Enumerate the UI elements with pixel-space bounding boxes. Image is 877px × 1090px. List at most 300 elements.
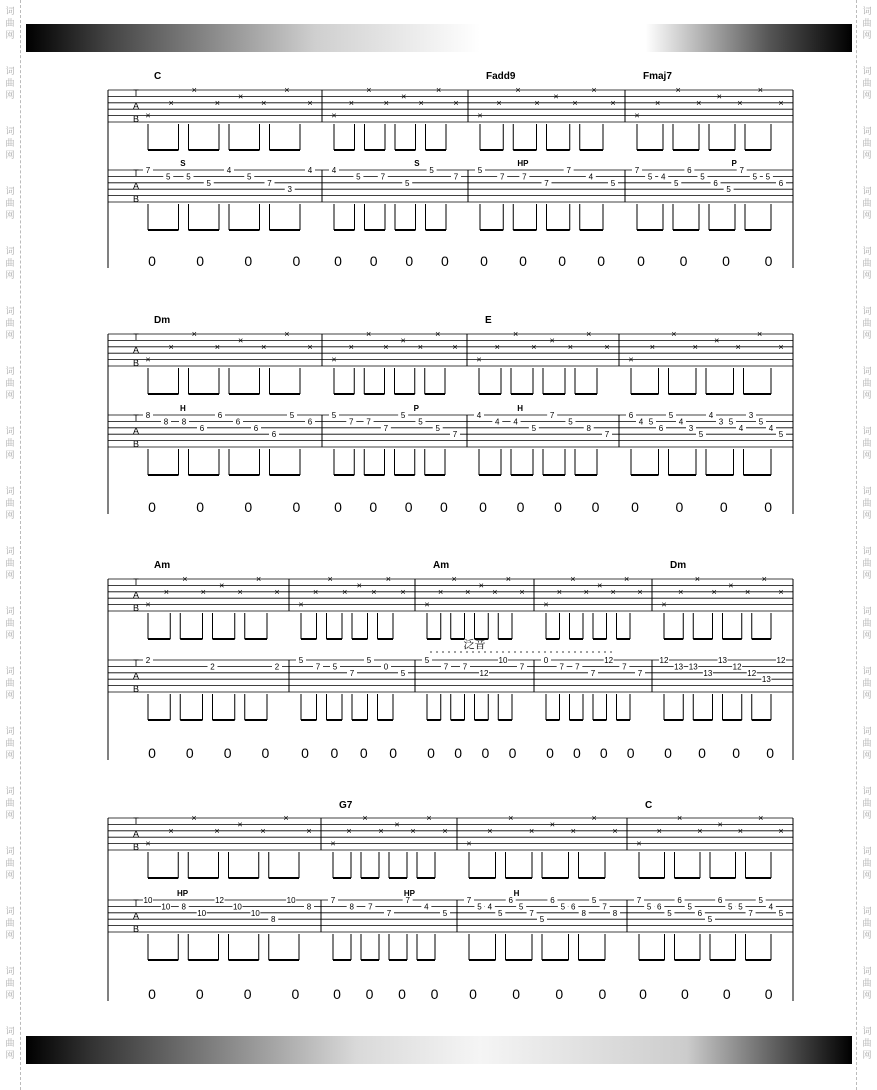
x-note: × xyxy=(437,586,444,597)
fret-number: 5 xyxy=(539,915,545,925)
x-note: × xyxy=(549,335,555,346)
x-note: × xyxy=(487,825,493,836)
fret-number: 12 xyxy=(479,668,489,678)
count-digit: 0 xyxy=(196,499,205,515)
count-digit: 0 xyxy=(719,499,728,515)
x-note: × xyxy=(711,586,717,597)
count-digit: 0 xyxy=(195,986,204,1002)
x-note: × xyxy=(661,599,667,610)
x-note: × xyxy=(426,813,432,823)
count-digit: 0 xyxy=(597,253,606,269)
fret-number: 8 xyxy=(270,915,276,925)
x-note: × xyxy=(214,825,220,836)
x-note: × xyxy=(610,586,616,597)
fret-number: 4 xyxy=(331,166,337,175)
fret-number: 12 xyxy=(604,656,614,665)
fret-number: 6 xyxy=(235,417,241,427)
count-digit: 0 xyxy=(675,499,684,515)
x-note: × xyxy=(505,574,512,584)
fret-number: 6 xyxy=(628,411,634,420)
x-note: × xyxy=(330,838,336,849)
x-note: × xyxy=(394,819,400,830)
x-note: × xyxy=(383,341,389,352)
fret-number: 4 xyxy=(495,417,500,427)
x-note: × xyxy=(694,574,701,584)
count-digit: 0 xyxy=(334,499,342,515)
x-note: × xyxy=(237,819,243,830)
watermark-text: 词 曲 网 xyxy=(862,967,872,1001)
chord-name: Dm xyxy=(670,560,687,571)
x-note: × xyxy=(612,825,618,836)
fret-number: 4 xyxy=(513,417,518,427)
technique-mark: P xyxy=(413,404,419,413)
fret-number: 5 xyxy=(289,411,295,420)
x-note: × xyxy=(744,586,751,597)
x-note: × xyxy=(145,599,151,610)
fret-number: 10 xyxy=(232,902,242,912)
x-note: × xyxy=(675,85,681,95)
tab-clef-t: T xyxy=(133,332,139,342)
count-digit: 0 xyxy=(427,745,435,761)
x-note: × xyxy=(570,825,576,836)
x-note: × xyxy=(163,586,170,597)
x-note: × xyxy=(756,329,763,339)
fret-number: 2 xyxy=(210,662,215,672)
fret-number: 4 xyxy=(487,902,493,912)
fret-number: 7 xyxy=(522,172,527,182)
x-note: × xyxy=(761,574,767,584)
fret-number: 8 xyxy=(586,423,591,433)
fret-number: 5 xyxy=(707,915,713,925)
fret-number: 12 xyxy=(747,668,757,678)
x-note: × xyxy=(255,574,262,584)
fret-number: 7 xyxy=(383,423,389,433)
count-digit: 0 xyxy=(679,253,688,269)
fret-number: 8 xyxy=(181,902,187,912)
x-note: × xyxy=(453,97,459,108)
fret-number: 7 xyxy=(349,417,354,427)
x-note: × xyxy=(512,329,519,339)
fret-number: 7 xyxy=(622,662,627,672)
x-note: × xyxy=(758,813,764,823)
fret-number: 5 xyxy=(674,178,679,188)
count-digit: 0 xyxy=(369,253,378,269)
x-note: × xyxy=(671,329,677,339)
tab-clef-t: T xyxy=(133,88,139,98)
fret-number: 6 xyxy=(717,896,723,905)
fret-number: 12 xyxy=(659,656,669,665)
watermark-text: 词 曲 网 xyxy=(5,67,15,101)
count-digit: 0 xyxy=(405,253,414,269)
count-digit: 0 xyxy=(196,253,205,269)
watermark-text: 词 曲 网 xyxy=(5,7,15,41)
watermark-text: 词 曲 网 xyxy=(862,727,872,761)
x-note: × xyxy=(656,825,662,836)
fret-number: 5 xyxy=(752,172,758,182)
x-note: × xyxy=(628,354,634,365)
x-note: × xyxy=(442,825,448,836)
x-note: × xyxy=(714,335,720,346)
count-digit: 0 xyxy=(148,986,156,1002)
fret-number: 4 xyxy=(678,417,684,427)
fret-number: 4 xyxy=(768,423,774,433)
x-note: × xyxy=(634,110,640,121)
watermark-text: 词 曲 网 xyxy=(862,67,872,101)
count-digit: 0 xyxy=(333,986,341,1002)
count-digit: 0 xyxy=(481,745,490,761)
count-digit: 0 xyxy=(440,499,448,515)
tab-clef-a: A xyxy=(132,590,140,600)
x-note: × xyxy=(219,580,225,591)
x-note: × xyxy=(331,110,337,121)
watermark-text: 词 曲 网 xyxy=(862,787,872,821)
x-note: × xyxy=(567,341,574,352)
tab-clef-t: T xyxy=(133,816,139,826)
x-note: × xyxy=(591,813,597,823)
fret-number: 10 xyxy=(143,896,153,905)
fret-number: 3 xyxy=(748,411,754,420)
fret-number: 12 xyxy=(215,896,225,905)
fret-number: 4 xyxy=(476,411,482,420)
fret-number: 7 xyxy=(575,662,580,672)
count-digit: 0 xyxy=(330,745,339,761)
watermark-text: 词 曲 网 xyxy=(5,907,15,941)
fret-number: 6 xyxy=(271,430,277,440)
tab-clef-b: B xyxy=(132,194,140,204)
watermark-text: 词 曲 网 xyxy=(5,187,15,221)
tab-clef-a: A xyxy=(132,426,140,436)
x-note: × xyxy=(534,97,540,108)
x-note: × xyxy=(570,574,576,584)
fret-number: 0 xyxy=(543,656,549,665)
technique-mark: HP xyxy=(403,889,415,898)
count-digit: 0 xyxy=(631,499,639,515)
count-digit: 0 xyxy=(398,986,406,1002)
fret-number: 6 xyxy=(253,423,259,433)
fret-number: 5 xyxy=(356,172,361,182)
chord-name: Fadd9 xyxy=(486,71,516,82)
fret-number: 5 xyxy=(477,902,482,912)
technique-mark: S xyxy=(180,159,186,168)
count-digit: 0 xyxy=(243,986,252,1002)
tab-clef-a: A xyxy=(132,181,140,191)
tab-clef-a: A xyxy=(132,671,140,681)
fret-number: 12 xyxy=(776,656,786,665)
watermark-text: 词 曲 网 xyxy=(5,487,15,521)
watermark-text: 词 曲 网 xyxy=(5,1027,15,1061)
fret-number: 12 xyxy=(732,662,742,672)
technique-mark: HP xyxy=(176,889,189,898)
fret-number: 6 xyxy=(307,417,313,427)
fret-number: 7 xyxy=(748,908,753,918)
fret-number: 4 xyxy=(768,902,774,912)
fret-number: 5 xyxy=(518,902,524,912)
chord-name: Dm xyxy=(154,315,171,326)
fret-number: 5 xyxy=(435,423,440,433)
count-digit: 0 xyxy=(558,253,567,269)
tab-clef-b: B xyxy=(132,358,140,368)
count-digit: 0 xyxy=(185,745,194,761)
x-note: × xyxy=(452,341,458,352)
technique-mark: P xyxy=(731,159,737,168)
x-note: × xyxy=(654,97,661,108)
fret-number: 6 xyxy=(677,896,682,905)
watermark-text: 词 曲 网 xyxy=(862,427,872,461)
fret-number: 13 xyxy=(761,675,771,685)
watermark-text: 词 曲 网 xyxy=(862,667,872,701)
x-note: × xyxy=(496,97,502,108)
x-note: × xyxy=(348,341,354,352)
fret-number: 7 xyxy=(330,896,336,905)
count-digit: 0 xyxy=(480,253,488,269)
watermark-text: 词 曲 网 xyxy=(5,667,15,701)
x-note: × xyxy=(676,813,683,823)
x-note: × xyxy=(451,574,457,584)
fret-number: 6 xyxy=(778,178,784,188)
fret-number: 6 xyxy=(657,902,662,912)
x-note: × xyxy=(237,335,244,346)
count-digit: 0 xyxy=(292,253,301,269)
watermark-text: 词 曲 网 xyxy=(862,367,872,401)
x-note: × xyxy=(400,335,406,346)
fret-number: 10 xyxy=(286,896,296,905)
fret-number: 5 xyxy=(778,430,784,440)
count-digit: 0 xyxy=(764,253,773,269)
count-digit: 0 xyxy=(512,986,521,1002)
fret-number: 7 xyxy=(380,172,386,182)
count-digit: 0 xyxy=(223,745,232,761)
fret-number: 6 xyxy=(687,166,692,175)
count-digit: 0 xyxy=(598,986,607,1002)
watermark-text: 词 曲 网 xyxy=(862,607,872,641)
fret-number: 6 xyxy=(697,908,703,918)
x-note: × xyxy=(356,580,362,591)
fret-number: 6 xyxy=(508,896,513,905)
x-note: × xyxy=(737,825,744,836)
count-digit: 0 xyxy=(440,253,449,269)
watermark-text: 词 曲 网 xyxy=(5,967,15,1001)
technique-mark: H xyxy=(180,404,186,413)
fret-number: 2 xyxy=(145,656,151,665)
fret-number: 5 xyxy=(332,662,338,672)
x-note: × xyxy=(697,825,703,836)
watermark-text: 词 曲 网 xyxy=(862,247,872,281)
fret-number: 5 xyxy=(247,172,252,182)
x-note: × xyxy=(417,341,424,352)
fret-number: 5 xyxy=(728,417,734,427)
x-note: × xyxy=(168,341,174,352)
count-digit: 0 xyxy=(599,745,608,761)
fret-number: 7 xyxy=(529,908,534,918)
x-note: × xyxy=(331,354,337,365)
fret-number: 7 xyxy=(405,896,410,905)
count-digit: 0 xyxy=(572,745,581,761)
fret-number: 7 xyxy=(453,172,459,182)
x-note: × xyxy=(696,97,702,108)
fret-number: 7 xyxy=(462,662,468,672)
chord-name: Am xyxy=(433,560,450,571)
count-digit: 0 xyxy=(639,986,647,1002)
technique-mark: H xyxy=(517,404,524,413)
fret-number: 5 xyxy=(531,423,537,433)
watermark-text: 词 曲 网 xyxy=(5,787,15,821)
count-digit: 0 xyxy=(244,253,253,269)
x-note: × xyxy=(637,586,643,597)
fret-number: 5 xyxy=(366,656,372,665)
x-note: × xyxy=(477,110,483,121)
count-digit: 0 xyxy=(148,253,156,269)
fret-number: 5 xyxy=(728,902,733,912)
watermark-text: 词 曲 网 xyxy=(862,127,872,161)
x-note: × xyxy=(778,97,784,108)
watermark-text: 词 曲 网 xyxy=(862,1027,872,1061)
count-digit: 0 xyxy=(732,745,741,761)
count-digit: 0 xyxy=(479,499,487,515)
fret-number: 6 xyxy=(571,902,576,912)
fret-number: 2 xyxy=(274,662,280,672)
fret-number: 10 xyxy=(250,908,260,918)
tab-clef-b: B xyxy=(132,114,140,124)
x-note: × xyxy=(306,825,312,836)
watermark-text: 词 曲 网 xyxy=(5,367,15,401)
chord-name: Am xyxy=(154,560,171,571)
x-note: × xyxy=(424,599,430,610)
x-note: × xyxy=(757,85,764,95)
fret-number: 13 xyxy=(718,656,727,665)
x-note: × xyxy=(476,354,482,365)
x-note: × xyxy=(274,586,280,597)
x-note: × xyxy=(435,329,441,339)
tab-clef-b: B xyxy=(132,684,140,694)
watermark-text: 词 曲 网 xyxy=(5,847,15,881)
count-digit: 0 xyxy=(292,499,301,515)
fret-number: 6 xyxy=(658,423,664,433)
fret-number: 5 xyxy=(668,411,674,420)
x-note: × xyxy=(200,586,206,597)
fret-number: 7 xyxy=(466,896,472,905)
x-note: × xyxy=(260,825,266,836)
x-note: × xyxy=(385,574,392,584)
x-note: × xyxy=(362,813,368,823)
x-note: × xyxy=(728,580,734,591)
count-digit: 0 xyxy=(469,986,477,1002)
fret-number: 7 xyxy=(544,178,549,188)
x-note: × xyxy=(528,825,535,836)
count-digit: 0 xyxy=(291,986,300,1002)
x-note: × xyxy=(553,91,559,102)
x-note: × xyxy=(214,97,221,108)
count-digit: 0 xyxy=(334,253,342,269)
count-digit: 0 xyxy=(244,499,253,515)
count-digit: 0 xyxy=(764,986,773,1002)
count-digit: 0 xyxy=(722,253,730,269)
fret-number: 13 xyxy=(688,662,698,672)
x-note: × xyxy=(191,813,197,823)
fret-number: 4 xyxy=(307,166,313,175)
fret-number: 4 xyxy=(708,411,714,420)
fret-number: 7 xyxy=(145,166,151,175)
count-digit: 0 xyxy=(680,986,689,1002)
chord-name: C xyxy=(645,800,653,811)
fret-number: 5 xyxy=(646,902,652,912)
x-note: × xyxy=(531,341,537,352)
fret-number: 5 xyxy=(568,417,573,427)
x-note: × xyxy=(717,819,723,830)
watermark-text: 词 曲 网 xyxy=(862,307,872,341)
watermark-text: 词 曲 网 xyxy=(5,307,15,341)
x-note: × xyxy=(508,813,514,823)
fret-number: 4 xyxy=(660,172,666,182)
fret-number: 7 xyxy=(349,668,355,678)
count-digit: 0 xyxy=(555,986,564,1002)
x-note: × xyxy=(168,825,174,836)
fret-number: 4 xyxy=(738,423,744,433)
x-note: × xyxy=(492,586,498,597)
tab-clef-a: A xyxy=(132,829,140,839)
x-note: × xyxy=(543,599,549,610)
x-note: × xyxy=(284,85,290,95)
technique-mark: H xyxy=(513,889,520,898)
fret-number: 7 xyxy=(636,896,642,905)
count-digit: 0 xyxy=(516,499,525,515)
tab-clef-t: T xyxy=(133,658,139,668)
x-note: × xyxy=(342,586,348,597)
watermark-text: 词 曲 网 xyxy=(5,127,15,161)
tab-clef-b: B xyxy=(132,842,140,852)
fret-number: 8 xyxy=(349,902,354,912)
count-digit: 0 xyxy=(148,499,156,515)
x-note: × xyxy=(365,329,372,339)
fret-number: 7 xyxy=(366,417,371,427)
fret-number: 7 xyxy=(452,430,458,440)
fret-number: 5 xyxy=(424,656,430,665)
x-note: × xyxy=(214,341,221,352)
count-digit: 0 xyxy=(430,986,439,1002)
x-note: × xyxy=(435,85,442,95)
x-note: × xyxy=(494,341,500,352)
x-note: × xyxy=(400,586,406,597)
fret-number: 5 xyxy=(687,902,692,912)
tab-clef-a: A xyxy=(132,345,140,355)
technique-mark: HP xyxy=(517,159,529,168)
count-digit: 0 xyxy=(365,986,374,1002)
x-note: × xyxy=(401,91,407,102)
count-digit: 0 xyxy=(261,745,270,761)
chord-name: C xyxy=(154,71,162,82)
watermark-text: 词 曲 网 xyxy=(5,247,15,281)
fret-number: 8 xyxy=(612,908,618,918)
watermark-text: 词 曲 网 xyxy=(862,487,872,521)
count-digit: 0 xyxy=(637,253,645,269)
x-note: × xyxy=(145,354,151,365)
x-note: × xyxy=(735,341,741,352)
watermark-text: 词 曲 网 xyxy=(862,847,872,881)
x-note: × xyxy=(778,341,784,352)
x-note: × xyxy=(549,819,556,830)
x-note: × xyxy=(572,97,578,108)
fret-number: 7 xyxy=(634,166,640,175)
x-note: × xyxy=(623,574,630,584)
fret-number: 5 xyxy=(647,172,653,182)
chord-name: Fmaj7 xyxy=(643,71,672,82)
fret-number: 5 xyxy=(498,908,503,918)
fret-number: 10 xyxy=(498,656,508,665)
fret-number: 5 xyxy=(206,178,211,188)
count-digit: 0 xyxy=(508,745,517,761)
count-digit: 0 xyxy=(766,745,775,761)
watermark-text: 词 曲 网 xyxy=(5,727,15,761)
fret-number: 5 xyxy=(418,417,423,427)
